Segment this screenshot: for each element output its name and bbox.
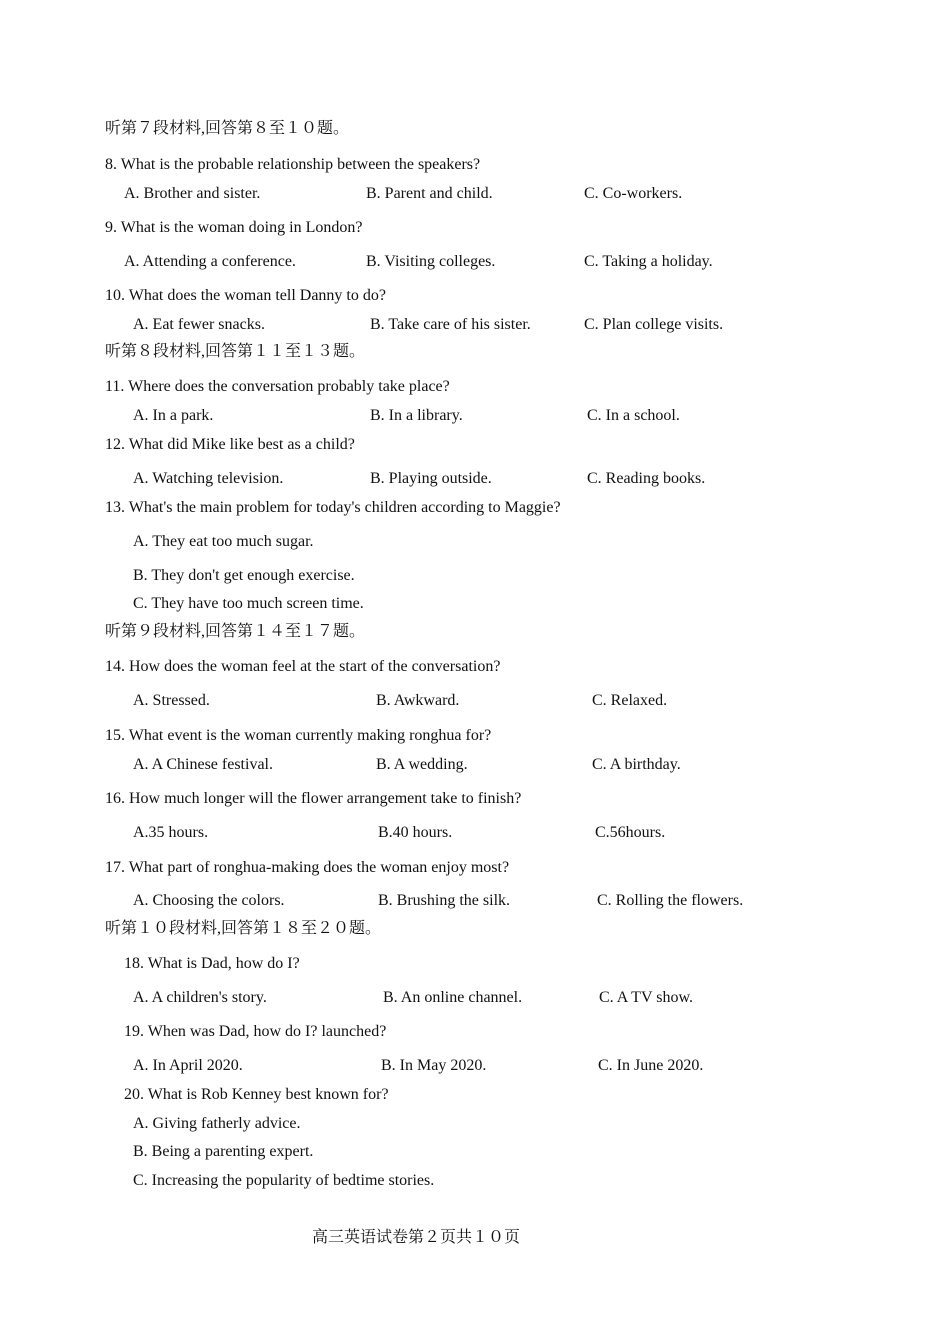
question-17-option-a: A. Choosing the colors. [133, 892, 285, 909]
question-14-option-a: A. Stressed. [133, 692, 210, 709]
question-17-option-b: B. Brushing the silk. [378, 892, 511, 909]
question-17-option-c: C. Rolling the flowers. [597, 892, 744, 909]
question-12-stem: 12. What did Mike like best as a child? [105, 436, 355, 453]
question-9-stem: 9. What is the woman doing in London? [105, 219, 363, 236]
question-11-stem: 11. Where does the conversation probably take place? [105, 378, 450, 395]
question-10-option-a: A. Eat fewer snacks. [133, 316, 265, 333]
question-14-option-c: C. Relaxed. [592, 692, 668, 709]
question-19-option-c: C. In June 2020. [598, 1057, 704, 1074]
question-13-option-c: C. They have too much screen time. [133, 595, 364, 612]
question-18-option-c: C. A TV show. [599, 989, 693, 1006]
question-8-option-a: A. Brother and sister. [124, 185, 261, 202]
section-heading-9: 听第９段材料,回答第１４至１７题。 [105, 623, 366, 640]
question-19-option-b: B. In May 2020. [381, 1057, 487, 1074]
question-14-option-b: B. Awkward. [376, 692, 460, 709]
question-16-stem: 16. How much longer will the flower arrangement take to finish? [105, 790, 522, 807]
question-17-stem: 17. What part of ronghua-making does the woman enjoy most? [105, 859, 510, 876]
question-20-option-b: B. Being a parenting expert. [133, 1143, 314, 1160]
question-15-stem: 15. What event is the woman currently making ronghua for? [105, 727, 492, 744]
question-13-stem: 13. What's the main problem for today's children according to Maggie? [105, 499, 561, 516]
question-8-option-c: C. Co-workers. [584, 185, 683, 202]
question-18-option-b: B. An online channel. [383, 989, 523, 1006]
question-18-option-a: A. A children's story. [133, 989, 267, 1006]
section-heading-10: 听第１０段材料,回答第１８至２０题。 [105, 920, 382, 937]
question-10-stem: 10. What does the woman tell Danny to do? [105, 287, 386, 304]
question-20-option-a: A. Giving fatherly advice. [133, 1115, 301, 1132]
question-9-option-a: A. Attending a conference. [124, 253, 296, 270]
question-20-option-c: C. Increasing the popularity of bedtime stories. [133, 1172, 435, 1189]
question-16-option-a: A.35 hours. [133, 824, 209, 841]
question-15-option-c: C. A birthday. [592, 756, 681, 773]
question-9-option-b: B. Visiting colleges. [366, 253, 496, 270]
question-16-option-b: B.40 hours. [378, 824, 453, 841]
question-11-option-b: B. In a library. [370, 407, 463, 424]
question-15-option-a: A. A Chinese festival. [133, 756, 273, 773]
question-10-option-c: C. Plan college visits. [584, 316, 724, 333]
page-footer: 高三英语试卷第２页共１０页 [312, 1229, 521, 1246]
question-11-option-c: C. In a school. [587, 407, 680, 424]
question-8-stem: 8. What is the probable relationship between the speakers? [105, 156, 481, 173]
question-19-option-a: A. In April 2020. [133, 1057, 243, 1074]
question-14-stem: 14. How does the woman feel at the start of the conversation? [105, 658, 501, 675]
question-12-option-a: A. Watching television. [133, 470, 284, 487]
question-16-option-c: C.56hours. [595, 824, 666, 841]
question-18-stem: 18. What is Dad, how do I? [124, 955, 300, 972]
question-11-option-a: A. In a park. [133, 407, 214, 424]
question-19-stem: 19. When was Dad, how do I? launched? [124, 1023, 387, 1040]
question-12-option-b: B. Playing outside. [370, 470, 492, 487]
question-13-option-a: A. They eat too much sugar. [133, 533, 314, 550]
question-12-option-c: C. Reading books. [587, 470, 706, 487]
question-10-option-b: B. Take care of his sister. [370, 316, 531, 333]
question-13-option-b: B. They don't get enough exercise. [133, 567, 355, 584]
question-9-option-c: C. Taking a holiday. [584, 253, 713, 270]
section-heading-7: 听第７段材料,回答第８至１０题。 [105, 120, 350, 137]
question-15-option-b: B. A wedding. [376, 756, 468, 773]
question-20-stem: 20. What is Rob Kenney best known for? [124, 1086, 389, 1103]
question-8-option-b: B. Parent and child. [366, 185, 493, 202]
section-heading-8: 听第８段材料,回答第１１至１３题。 [105, 343, 366, 360]
